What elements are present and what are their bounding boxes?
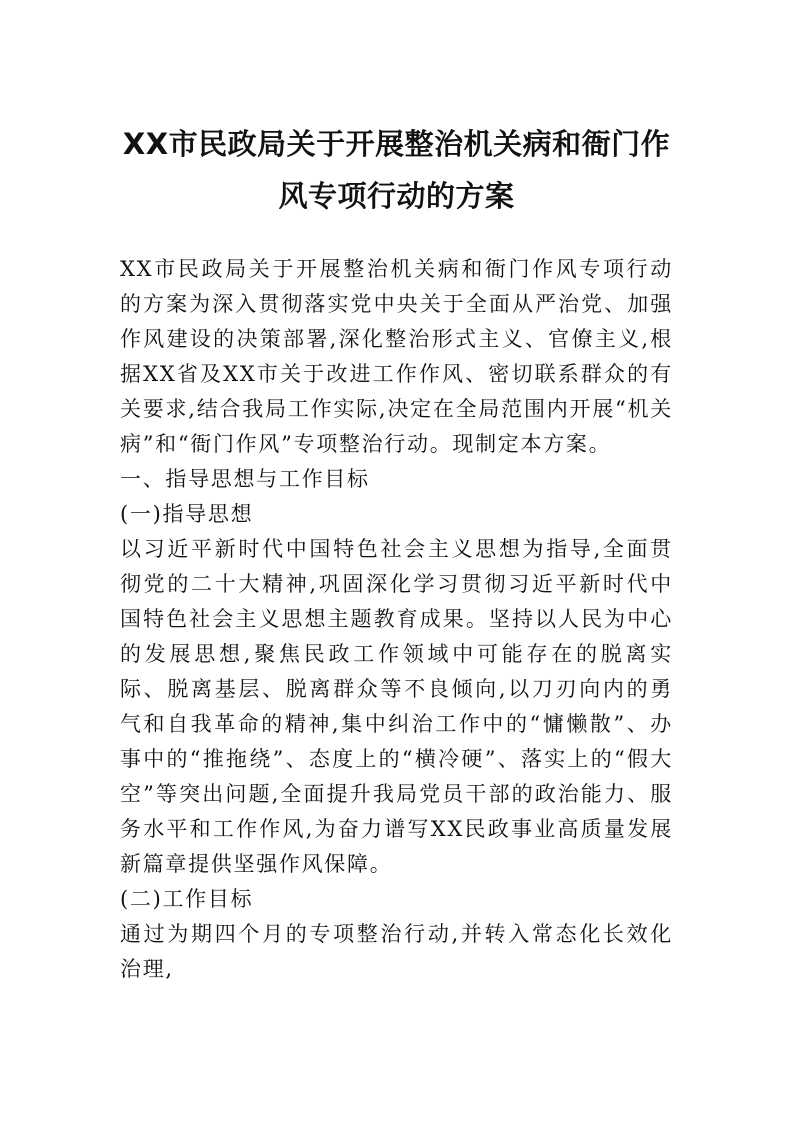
subsection-heading-1: (一)指导思想: [120, 502, 254, 526]
title-line-1: XX市民政局关于开展整治机关病和衙门作: [122, 127, 671, 161]
document-body: [120, 252, 673, 987]
work-goal-paragraph: 通过为期四个月的专项整治行动,并转入常态化长效化治理,: [120, 922, 673, 981]
guiding-ideology-paragraph: 以习近平新时代中国特色社会主义思想为指导,全面贯彻党的二十大精神,巩固深化学习贯彻习近平新时代中国特色社会主义思想主题教育成果。坚持以人民为中心的发展思想,聚焦民政工作领域中可能存在的脱离实际、脱离基层、脱离群众等不良倾向,以刀刃向内的勇气和自我革命的精神,集中纠治工作中的“慵懒散”、办事中的“推拖绕”、态度上的“横冷硬”、落实上的“假大空”等突出问题,全面提升我局党员干部的政治能力、服务水平和工作作风,为奋力谱写XX民政事业高质量发展新篇章提供坚强作风保障。: [120, 537, 673, 876]
section-heading-1: 一、指导思想与工作目标: [120, 467, 370, 491]
document-title: [120, 118, 673, 222]
subsection-heading-2: (二)工作目标: [120, 887, 254, 911]
intro-paragraph: XX市民政局关于开展整治机关病和衙门作风专项行动的方案为深入贯彻落实党中央关于全面从严治党、加强作风建设的决策部署,深化整治形式主义、官僚主义,根据XX省及XX市关于改进工作作风、密切联系群众的有关要求,结合我局工作实际,决定在全局范围内开展“机关病”和“衙门作风”专项整治行动。现制定本方案。: [120, 257, 673, 456]
title-line-2: 风专项行动的方案: [278, 179, 515, 213]
